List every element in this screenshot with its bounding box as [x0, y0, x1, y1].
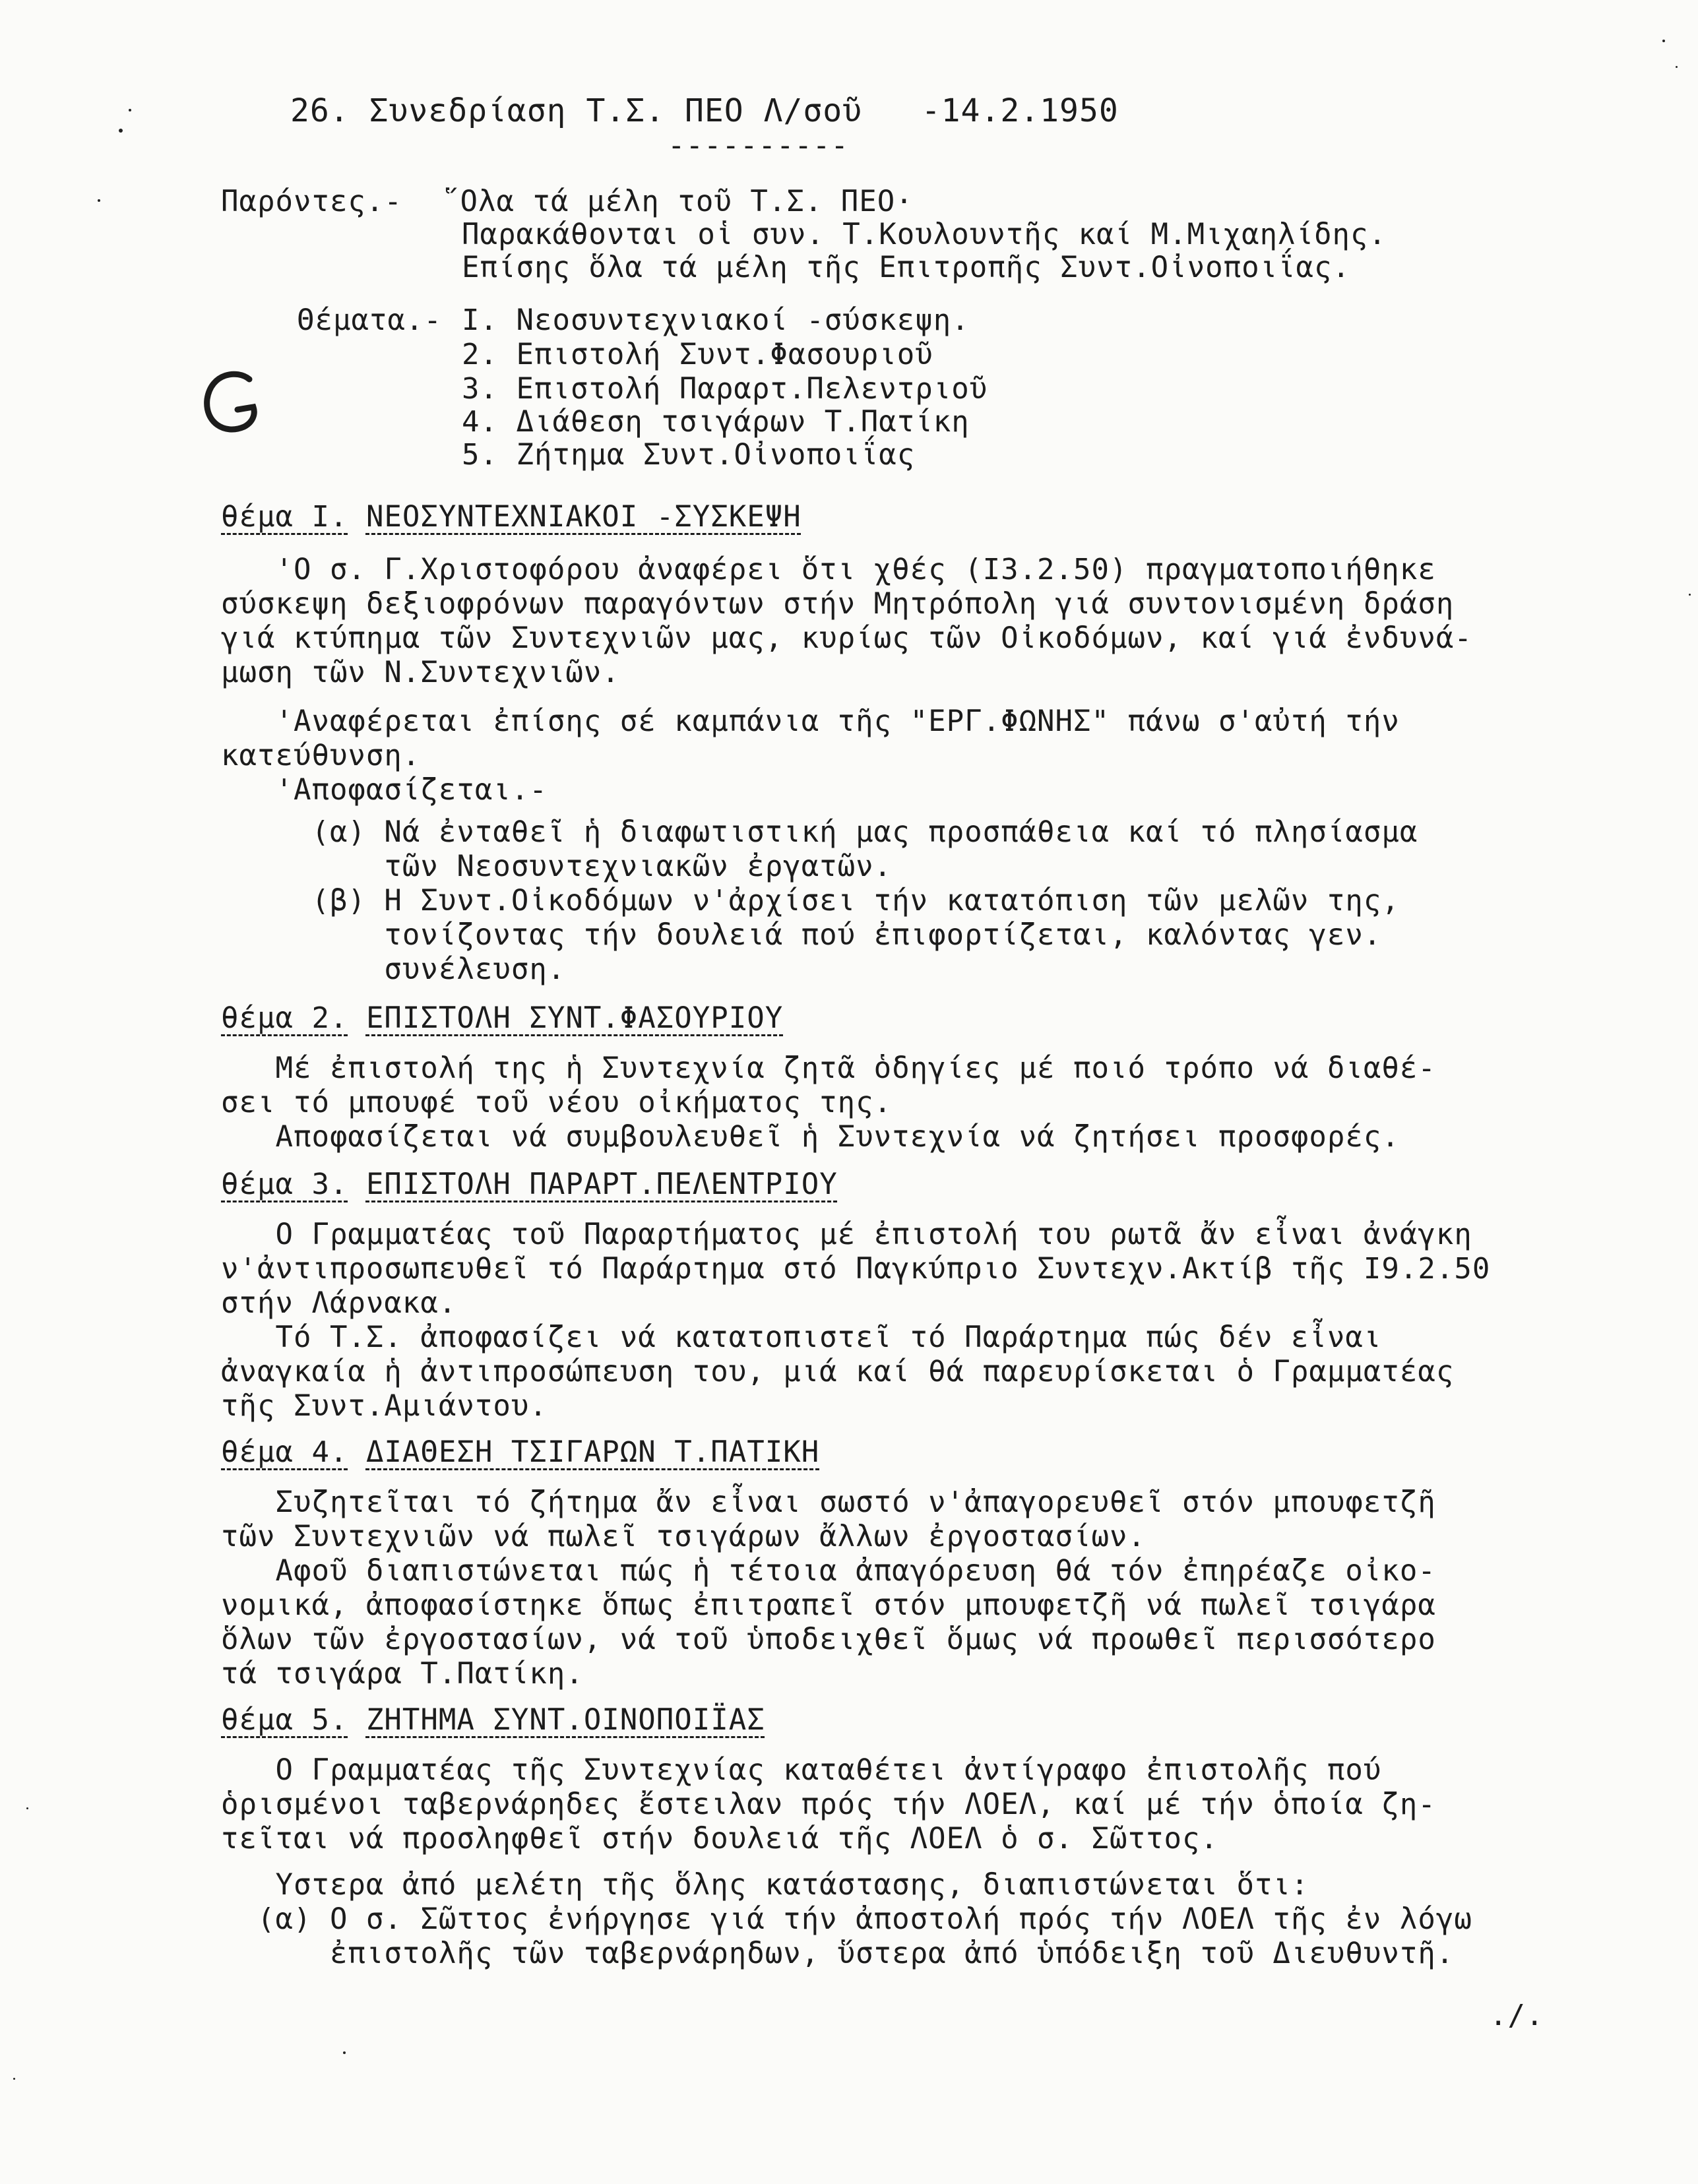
section-heading-4: [221, 1435, 819, 1470]
section-title: ΝΕΟΣΥΝΤΕΧΝΙΑΚΟΙ -ΣΥΣΚΕΨΗ: [365, 500, 802, 534]
continuation-mark: ./.: [1490, 1999, 1544, 2032]
body-line: κατεύθυνση.: [221, 739, 421, 772]
scan-speck: [1662, 40, 1665, 42]
agenda-item: 3. Επιστολή Παραρτ.Πελεντριοῦ: [462, 372, 988, 406]
section-number: θέμα I.: [221, 500, 348, 534]
body-line: Ο Γραμματέας τῆς Συντεχνίας καταθέτει ἀντίγραφο ἐπιστολῆς πού: [221, 1753, 1382, 1787]
section-title: ΕΠΙΣΤΟΛΗ ΣΥΝΤ.ΦΑΣΟΥΡΙΟΥ: [365, 1001, 784, 1035]
title-underline: ----------: [668, 129, 849, 162]
scan-speck: [1676, 66, 1678, 68]
body-line: 'Αποφασίζεται.-: [221, 773, 548, 807]
body-line: ἐπιστολῆς τῶν ταβερνάρηδων, ὕστερα ἀπό ὑπόδειξη τοῦ Διευθυντῆ.: [221, 1937, 1455, 1970]
section-number: θέμα 3.: [221, 1168, 348, 1201]
section-number: θέμα 5.: [221, 1703, 348, 1737]
body-line: τά τσιγάρα Τ.Πατίκη.: [221, 1657, 584, 1691]
scan-speck: [98, 199, 100, 202]
section-number: θέμα 2.: [221, 1001, 348, 1035]
body-line: 'Αναφέρεται ἐπίσης σέ καμπάνια τῆς "ΕΡΓ.ΦΩΝΗΣ" πάνω σ'αὐτή τήν: [221, 704, 1400, 738]
section-title: ΕΠΙΣΤΟΛΗ ΠΑΡΑΡΤ.ΠΕΛΕΝΤΡΙΟΥ: [365, 1168, 838, 1201]
scan-speck: [13, 2078, 15, 2080]
body-line: 'Ο σ. Γ.Χριστοφόρου ἀναφέρει ὅτι χθές (I3.2.50) πραγματοποιήθηκε: [221, 553, 1436, 586]
body-line: Υστερα ἀπό μελέτη τῆς ὅλης κατάστασης, διαπιστώνεται ὅτι:: [221, 1868, 1309, 1902]
body-line: ν'ἀντιπροσωπευθεῖ τό Παράρτημα στό Παγκύπριο Συντεχν.Ακτίβ τῆς I9.2.50: [221, 1252, 1491, 1286]
section-number: θέμα 4.: [221, 1435, 348, 1469]
agenda-item: 5. Ζήτημα Συντ.Οἰνοποιΐας: [462, 438, 916, 472]
section-heading-1: [221, 500, 802, 534]
body-line: τεῖται νά προσληφθεῖ στήν δουλειά τῆς ΛΟΕΛ ὁ σ. Σῶττος.: [221, 1822, 1218, 1856]
scan-speck: [119, 129, 123, 133]
body-line: Αφοῦ διαπιστώνεται πώς ἡ τέτοια ἀπαγόρευση θά τόν ἐπηρέαζε οἰκο-: [221, 1554, 1436, 1588]
body-line: γιά κτύπημα τῶν Συντεχνιῶν μας, κυρίως τῶν Οἰκοδόμων, καί γιά ἐνδυνά-: [221, 621, 1472, 655]
scan-speck: [343, 2051, 346, 2054]
body-line: στήν Λάρνακα.: [221, 1286, 457, 1320]
body-line: Συζητεῖται τό ζήτημα ἄν εἶναι σωστό ν'ἀπαγορευθεῖ στόν μπουφετζῆ: [221, 1485, 1436, 1519]
body-line: Ο Γραμματέας τοῦ Παραρτήματος μέ ἐπιστολή του ρωτᾶ ἄν εἶναι ἀνάγκη: [221, 1218, 1472, 1251]
scan-speck: [129, 109, 131, 111]
section-title: ΔΙΑΘΕΣΗ ΤΣΙΓΑΡΩΝ Τ.ΠΑΤΙΚΗ: [365, 1435, 820, 1469]
body-line: (α) Ο σ. Σῶττος ἐνήργησε γιά τήν ἀποστολή πρός τήν ΛΟΕΛ τῆς ἐν λόγω: [221, 1902, 1472, 1936]
agenda-item: 4. Διάθεση τσιγάρων Τ.Πατίκη: [462, 405, 970, 439]
agenda-item: 2. Επιστολή Συντ.Φασουριοῦ: [462, 338, 933, 371]
body-line: μωση τῶν Ν.Συντεχνιῶν.: [221, 656, 620, 689]
agenda-item: I. Νεοσυντεχνιακοί -σύσκεψη.: [462, 303, 970, 337]
agenda-label: Θέματα.-: [297, 303, 442, 337]
body-line: (β) Η Συντ.Οἰκοδόμων ν'ἀρχίσει τήν κατατόπιση τῶν μελῶν της,: [221, 884, 1400, 918]
body-line: νομικά, ἀποφασίστηκε ὅπως ἐπιτραπεῖ στόν μπουφετζῆ νά πωλεῖ τσιγάρα: [221, 1588, 1436, 1622]
handwritten-mark-icon: [198, 366, 264, 439]
body-line: τῶν Νεοσυντεχνιακῶν ἐργατῶν.: [221, 850, 893, 883]
body-line: ἀναγκαία ἡ ἀντιπροσώπευση του, μιά καί θά παρευρίσκεται ὁ Γραμματέας: [221, 1355, 1455, 1388]
present-label: Παρόντες.-: [221, 185, 421, 218]
body-line: τῶν Συντεχνιῶν νά πωλεῖ τσιγάρων ἄλλων ἐργοστασίων.: [221, 1520, 1147, 1553]
section-heading-5: [221, 1703, 765, 1737]
document-title: 26. Συνεδρίαση Τ.Σ. ΠΕΟ Λ/σοῦ -14.2.1950: [290, 92, 1119, 129]
section-heading-3: [221, 1168, 838, 1202]
body-line: τῆς Συντ.Αμιάντου.: [221, 1389, 548, 1423]
body-line: τονίζοντας τήν δουλειά πού ἐπιφορτίζεται, καλόντας γεν.: [221, 918, 1382, 952]
section-heading-2: [221, 1001, 783, 1036]
body-line: Μέ ἐπιστολή της ἡ Συντεχνία ζητᾶ ὁδηγίες μέ ποιό τρόπο νά διαθέ-: [221, 1051, 1436, 1085]
section-title: ΖΗΤΗΜΑ ΣΥΝΤ.ΟΙΝΟΠΟΙΪΑΣ: [365, 1703, 765, 1737]
body-line: ὅλων τῶν ἐργοστασίων, νά τοῦ ὑποδειχθεῖ ὅμως νά προωθεῖ περισσότερο: [221, 1623, 1436, 1656]
scan-speck: [1689, 594, 1691, 596]
body-line: σει τό μπουφέ τοῦ νέου οἰκήματος της.: [221, 1086, 893, 1119]
body-line: Τό Τ.Σ. ἀποφασίζει νά κατατοπιστεῖ τό Παράρτημα πώς δέν εἶναι: [221, 1321, 1382, 1354]
body-line: σύσκεψη δεξιοφρόνων παραγόντων στήν Μητρόπολη γιά συντονισμένη δράση: [221, 587, 1455, 621]
scan-speck: [26, 1807, 28, 1809]
body-line: ὁρισμένοι ταβερνάρηδες ἔστειλαν πρός τήν ΛΟΕΛ, καί μέ τήν ὁποία ζη-: [221, 1788, 1436, 1821]
present-line-3: Επίσης ὅλα τά μέλη τῆς Επιτροπῆς Συντ.Οἰνοποιΐας.: [462, 251, 1351, 284]
body-line: συνέλευση.: [221, 952, 566, 986]
body-line: (α) Νά ἐνταθεῖ ἡ διαφωτιστική μας προσπάθεια καί τό πλησίασμα: [221, 815, 1418, 849]
present-line-2: Παρακάθονται οἱ συν. Τ.Κουλουντῆς καί Μ.Μιχαηλίδης.: [462, 218, 1387, 251]
body-line: Αποφασίζεται νά συμβουλευθεῖ ἡ Συντεχνία νά ζητήσει προσφορές.: [221, 1120, 1400, 1154]
present-line-1: ῞Ολα τά μέλη τοῦ Τ.Σ. ΠΕΟ·: [442, 185, 914, 218]
